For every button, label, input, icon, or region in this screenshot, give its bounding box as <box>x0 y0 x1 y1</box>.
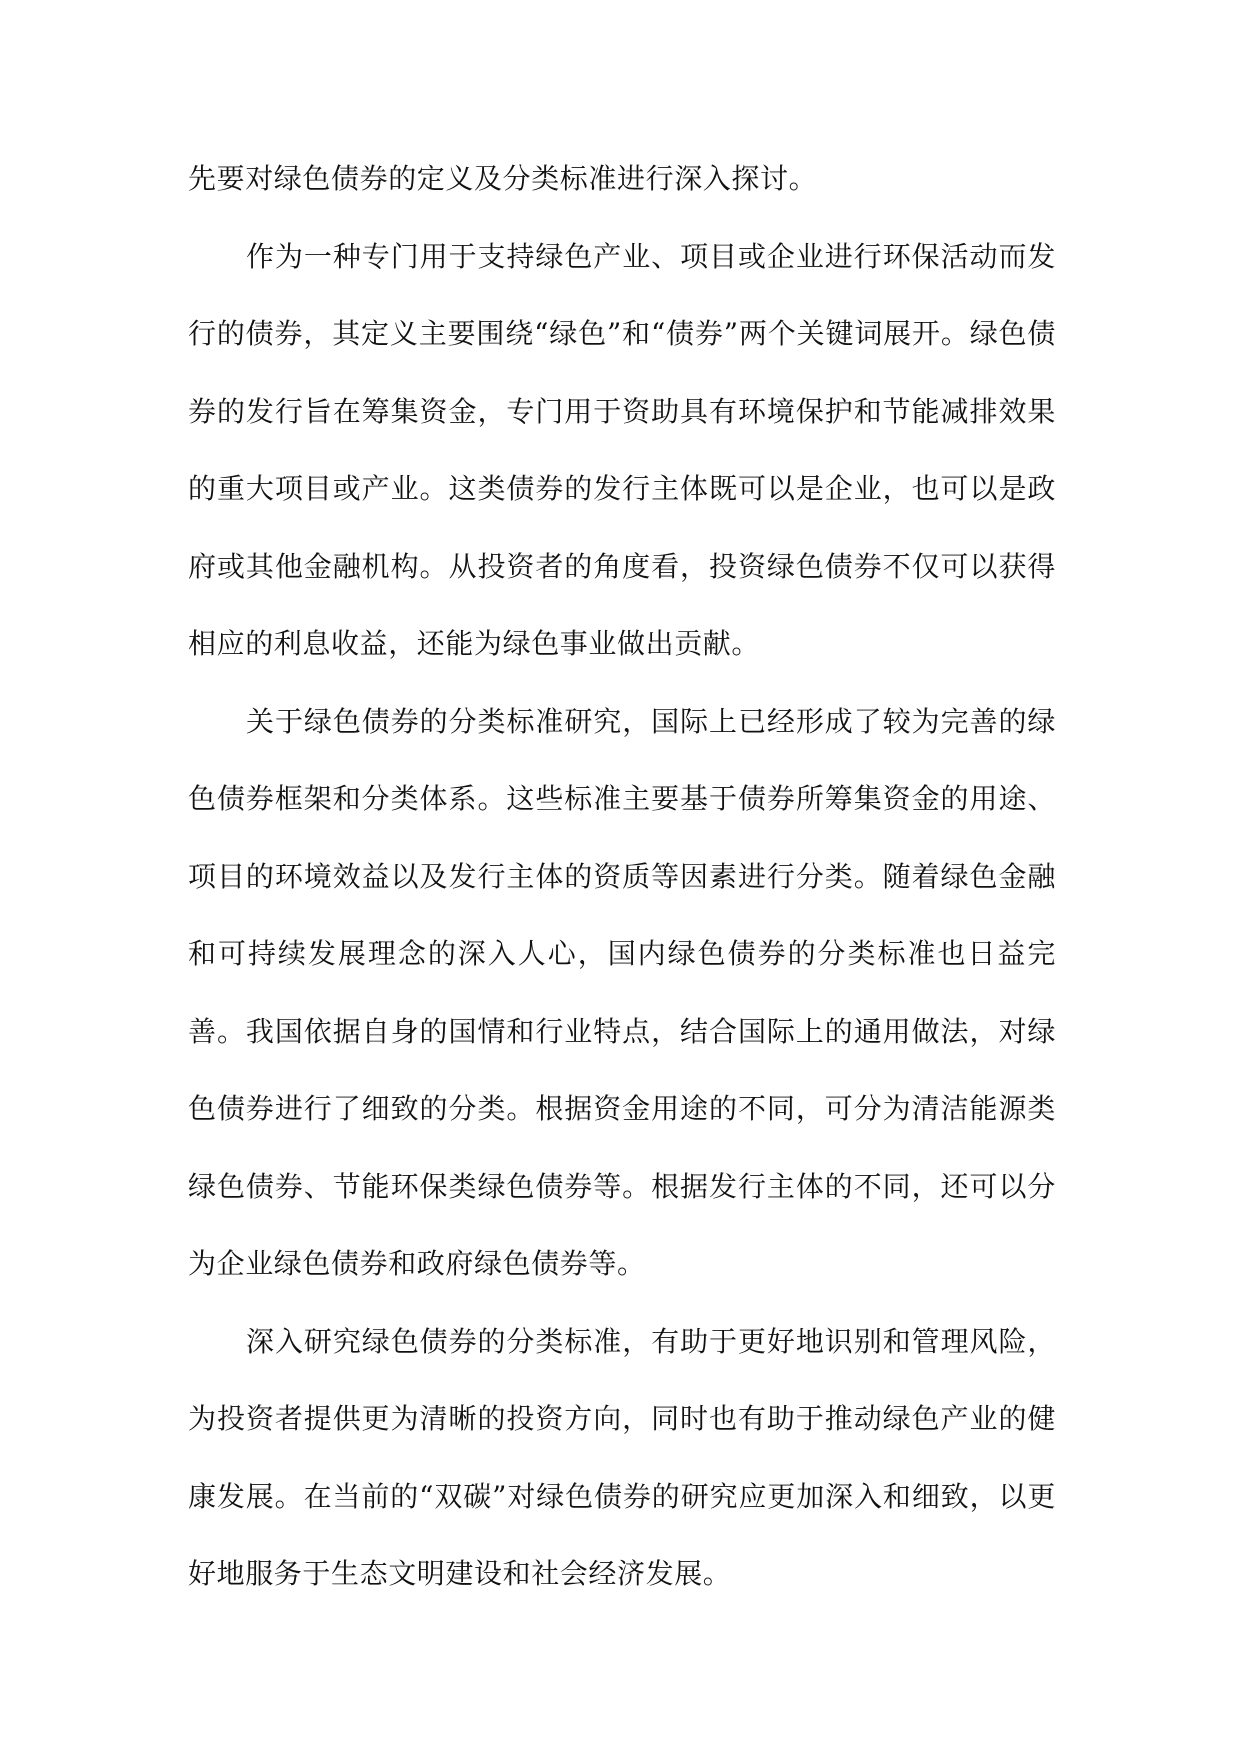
paragraph-classification: 关于绿色债券的分类标准研究，国际上已经形成了较为完善的绿色债券框架和分类体系。这些标准主要基于债券所筹集资金的用途、项目的环境效益以及发行主体的资质等因素进行分类。随着绿色金融和可持续发展理念的深入人心，国内绿色债券的分类标准也日益完善。我国依据自身的国情和行业特点，结合国际上的通用做法，对绿色债券进行了细致的分类。根据资金用途的不同，可分为清洁能源类绿色债券、节能环保类绿色债券等。根据发行主体的不同，还可以分为企业绿色债券和政府绿色债券等。 <box>188 704 1056 1280</box>
paragraph-conclusion: 深入研究绿色债券的分类标准，有助于更好地识别和管理风险，为投资者提供更为清晰的投资方向，同时也有助于推动绿色产业的健康发展。在当前的“双碳”对绿色债券的研究应更加深入和细致，以更好地服务于生态文明建设和社会经济发展。 <box>188 1324 1056 1590</box>
document-body <box>188 140 1056 1613</box>
paragraph-definition: 作为一种专门用于支持绿色产业、项目或企业进行环保活动而发行的债券，其定义主要围绕“绿色”和“债券”两个关键词展开。绿色债券的发行旨在筹集资金，专门用于资助具有环境保护和节能减排效果的重大项目或产业。这类债券的发行主体既可以是企业，也可以是政府或其他金融机构。从投资者的角度看，投资绿色债券不仅可以获得相应的利息收益，还能为绿色事业做出贡献。 <box>188 239 1056 660</box>
paragraph-continuation: 先要对绿色债券的定义及分类标准进行深入探讨。 <box>188 162 818 195</box>
